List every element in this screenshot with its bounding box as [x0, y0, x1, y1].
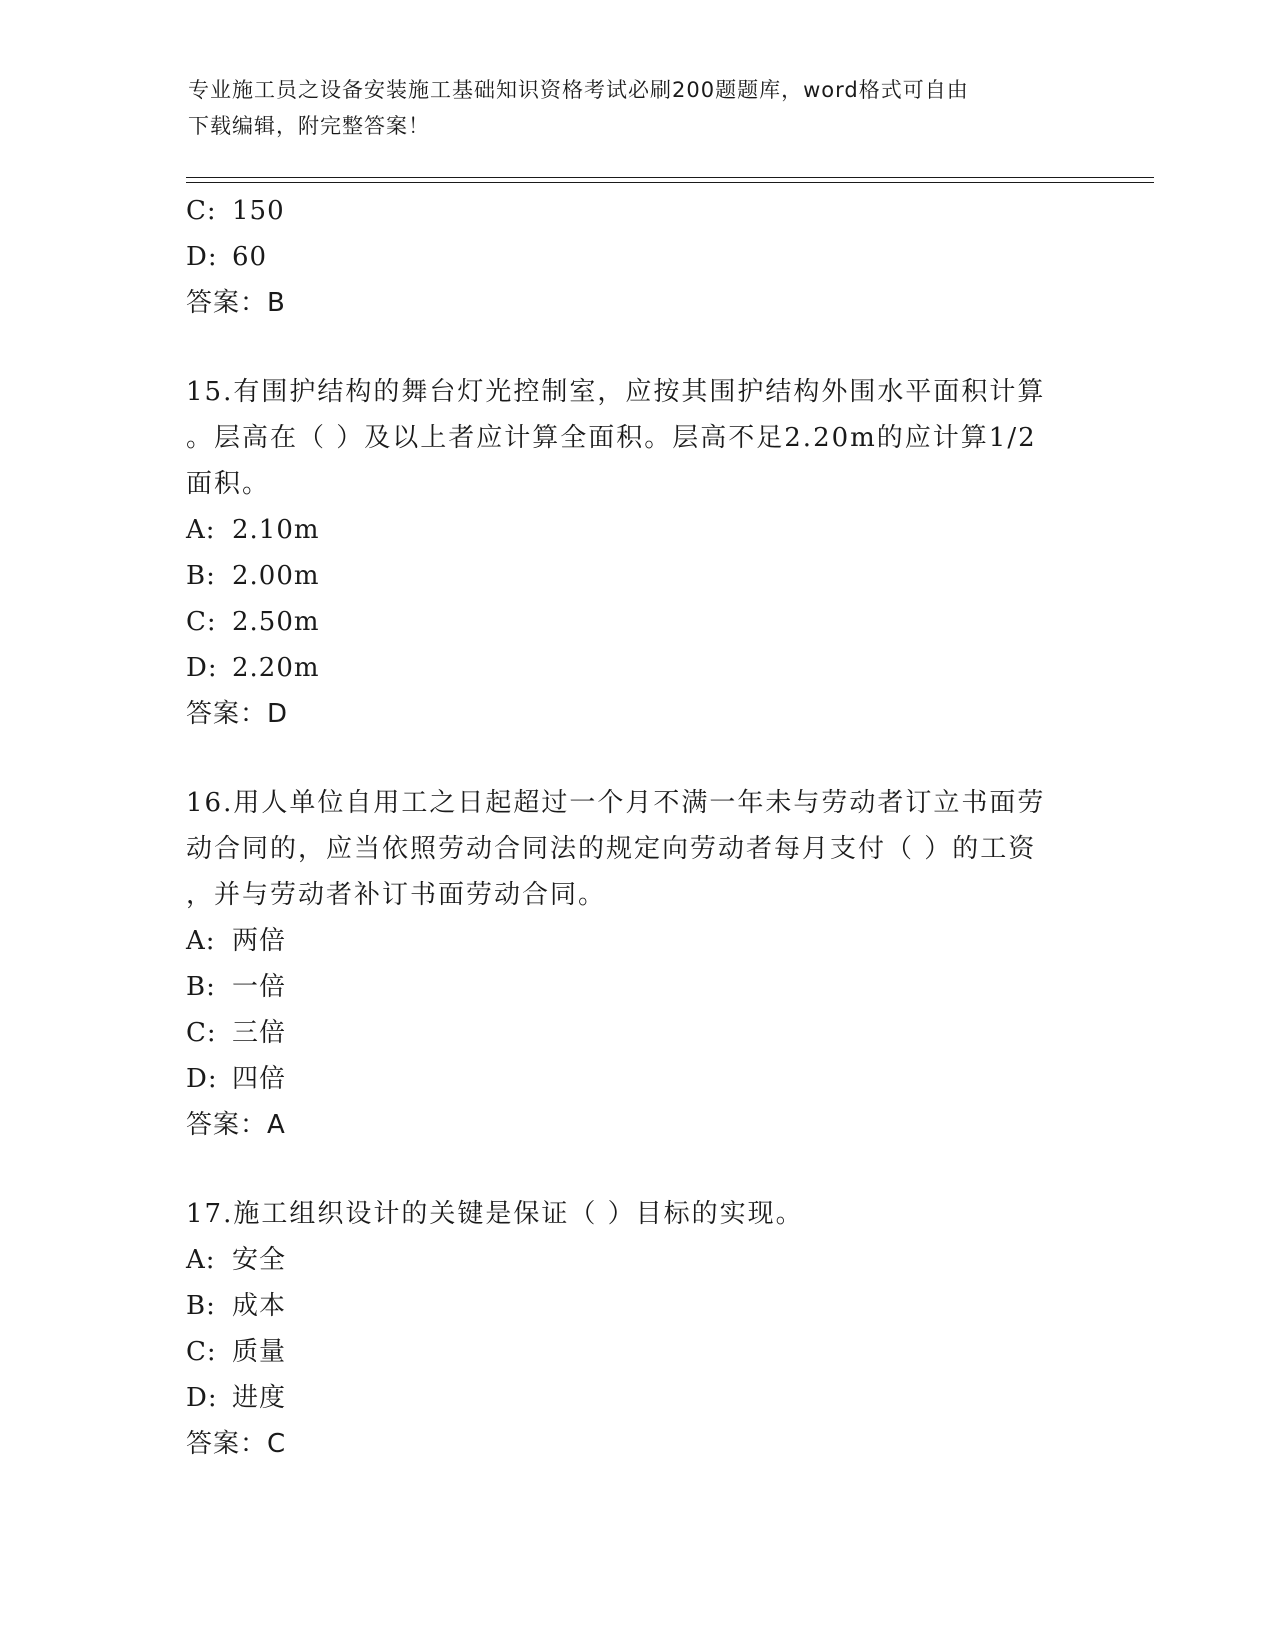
option-letter: D: [186, 1064, 218, 1094]
option-letter: D: [186, 653, 218, 683]
question-14-fragment [186, 188, 1066, 326]
document-body [186, 188, 1066, 1467]
question-15 [186, 369, 1066, 737]
option-text: 一倍 [232, 972, 287, 1002]
answer-line: 答案：C [186, 1429, 287, 1459]
option-d [186, 1375, 1066, 1421]
question-text-line: 。层高在（ ）及以上者应计算全面积。层高不足2.20m的应计算1/2 [186, 423, 1037, 453]
option-letter: A: [186, 515, 216, 545]
option-letter: C: [186, 607, 217, 637]
question-text-line: ，并与劳动者补订书面劳动合同。 [186, 880, 607, 910]
question-17 [186, 1191, 1066, 1467]
option-text: 三倍 [232, 1018, 287, 1048]
option-letter: A: [186, 1245, 216, 1275]
option-text: 2.20m [232, 653, 320, 683]
option-letter: B: [186, 972, 216, 1002]
option-letter: D: [186, 242, 218, 272]
header-line-2: 下载编辑，附完整答案！ [188, 114, 430, 138]
option-b [186, 553, 1066, 599]
option-d [186, 1056, 1066, 1102]
option-d [186, 234, 1066, 280]
question-spacer [186, 737, 1066, 780]
option-letter: B: [186, 561, 216, 591]
option-letter: C: [186, 1337, 217, 1367]
option-text: 进度 [232, 1383, 287, 1413]
question-spacer [186, 326, 1066, 369]
option-text: 安全 [232, 1245, 287, 1275]
header-line-1: 专业施工员之设备安装施工基础知识资格考试必刷200题题库，word格式可自由 [188, 78, 969, 102]
option-b [186, 964, 1066, 1010]
option-c [186, 1329, 1066, 1375]
option-d [186, 645, 1066, 691]
option-text: 两倍 [232, 926, 287, 956]
question-text-line: 17.施工组织设计的关键是保证（ ）目标的实现。 [186, 1199, 804, 1229]
answer-line: 答案：A [186, 1110, 286, 1140]
option-text: 2.00m [232, 561, 320, 591]
option-text: 2.50m [232, 607, 320, 637]
answer-line: 答案：B [186, 288, 286, 318]
option-letter: C: [186, 196, 217, 226]
option-a [186, 1237, 1066, 1283]
question-16 [186, 780, 1066, 1148]
option-c [186, 188, 1066, 234]
option-letter: C: [186, 1018, 217, 1048]
option-letter: D: [186, 1383, 218, 1413]
option-text: 四倍 [232, 1064, 287, 1094]
option-text: 60 [232, 242, 268, 272]
question-text-line: 面积。 [186, 469, 271, 499]
option-letter: B: [186, 1291, 216, 1321]
option-text: 质量 [232, 1337, 287, 1367]
option-c [186, 599, 1066, 645]
header-divider [186, 177, 1154, 183]
question-text-line: 16.用人单位自用工之日起超过一个月不满一年未与劳动者订立书面劳 [186, 788, 1046, 818]
question-text-line: 15.有围护结构的舞台灯光控制室，应按其围护结构外围水平面积计算 [186, 377, 1046, 407]
option-text: 150 [232, 196, 285, 226]
document-header [188, 72, 1068, 144]
option-text: 2.10m [232, 515, 320, 545]
option-a [186, 918, 1066, 964]
option-a [186, 507, 1066, 553]
answer-line: 答案：D [186, 699, 289, 729]
option-text: 成本 [232, 1291, 287, 1321]
option-c [186, 1010, 1066, 1056]
option-b [186, 1283, 1066, 1329]
question-text-line: 动合同的，应当依照劳动合同法的规定向劳动者每月支付（ ）的工资 [186, 834, 1037, 864]
option-letter: A: [186, 926, 216, 956]
question-spacer [186, 1148, 1066, 1191]
